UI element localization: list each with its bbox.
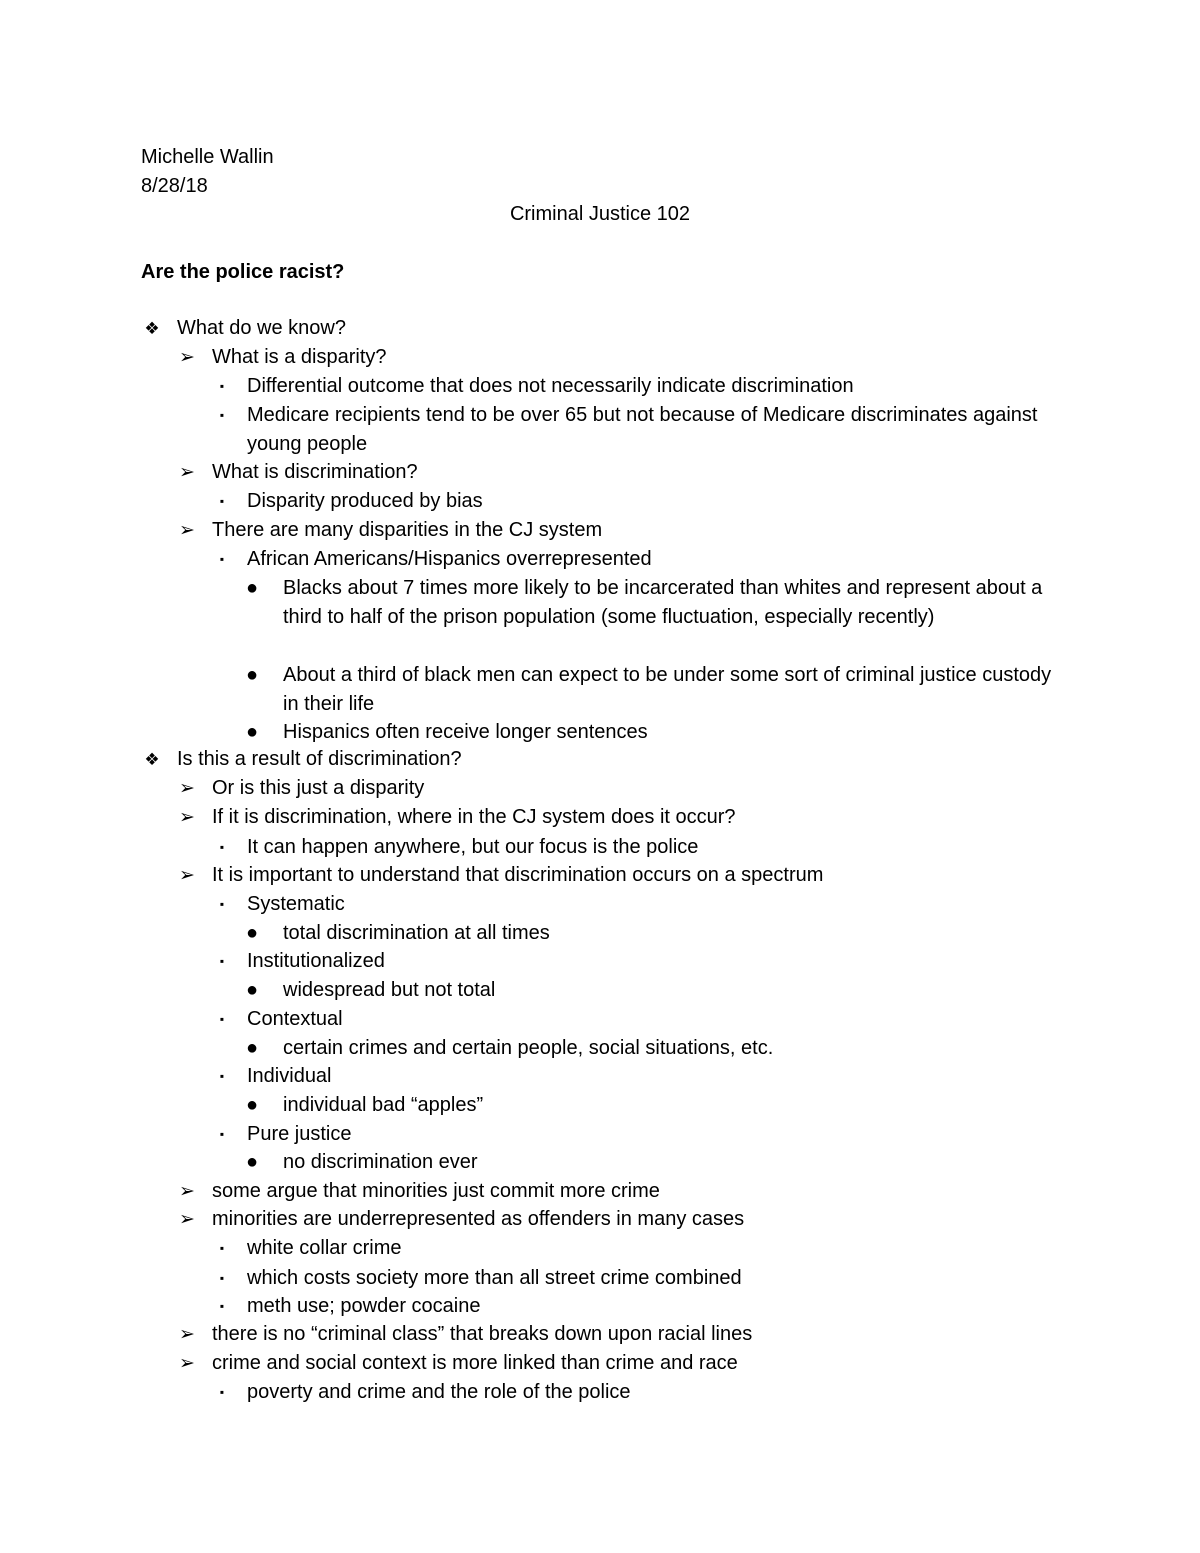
arrow-bullet-icon: ➢ (179, 778, 195, 799)
list-item: some argue that minorities just commit more crime (212, 1180, 660, 1202)
square-bullet-icon: ▪ (219, 408, 225, 422)
arrow-bullet-icon: ➢ (179, 865, 195, 886)
dot-bullet-icon: ● (245, 721, 259, 743)
list-item: Disparity produced by bias (247, 490, 483, 512)
square-bullet-icon: ▪ (219, 1069, 225, 1083)
list-item: What is a disparity? (212, 346, 387, 368)
diamond-bullet-icon: ❖ (144, 750, 160, 769)
dot-bullet-icon: ● (245, 979, 259, 1001)
arrow-bullet-icon: ➢ (179, 1353, 195, 1374)
arrow-bullet-icon: ➢ (179, 807, 195, 828)
list-item: white collar crime (247, 1237, 402, 1259)
list-item: crime and social context is more linked than crime and race (212, 1352, 738, 1374)
square-bullet-icon: ▪ (219, 1241, 225, 1255)
square-bullet-icon: ▪ (219, 552, 225, 566)
dot-bullet-icon: ● (245, 1151, 259, 1173)
list-item: individual bad “apples” (283, 1094, 484, 1116)
list-item: It can happen anywhere, but our focus is the police (247, 836, 699, 858)
list-item: Institutionalized (247, 950, 385, 972)
list-item: Blacks about 7 times more likely to be incarcerated than whites and represent about a third to half of the prison population (some fluctuation, especially recently) (283, 577, 1043, 628)
list-item: Is this a result of discrimination? (177, 748, 462, 770)
list-item: total discrimination at all times (283, 922, 550, 944)
square-bullet-icon: ▪ (219, 1127, 225, 1141)
list-item: Systematic (247, 893, 345, 915)
list-item: What do we know? (177, 317, 346, 339)
list-item: Differential outcome that does not necessarily indicate discrimination (247, 375, 854, 397)
dot-bullet-icon: ● (245, 1094, 259, 1116)
dot-bullet-icon: ● (245, 922, 259, 944)
arrow-bullet-icon: ➢ (179, 462, 195, 483)
diamond-bullet-icon: ❖ (144, 319, 160, 338)
list-item: It is important to understand that discrimination occurs on a spectrum (212, 864, 824, 886)
list-item: Medicare recipients tend to be over 65 but not because of Medicare discriminates against young people (247, 404, 1038, 455)
arrow-bullet-icon: ➢ (179, 520, 195, 541)
list-item: Contextual (247, 1008, 343, 1030)
list-item: African Americans/Hispanics overrepresented (247, 548, 652, 570)
square-bullet-icon: ▪ (219, 1385, 225, 1399)
author-name: Michelle Wallin (141, 146, 274, 168)
list-item: Or is this just a disparity (212, 777, 425, 799)
square-bullet-icon: ▪ (219, 494, 225, 508)
list-item: no discrimination ever (283, 1151, 478, 1173)
dot-bullet-icon: ● (245, 664, 259, 686)
list-item: certain crimes and certain people, social situations, etc. (283, 1037, 774, 1059)
section-heading: Are the police racist? (141, 261, 345, 283)
dot-bullet-icon: ● (245, 1037, 259, 1059)
square-bullet-icon: ▪ (219, 1012, 225, 1026)
arrow-bullet-icon: ➢ (179, 347, 195, 368)
list-item: About a third of black men can expect to be under some sort of criminal justice custody in their life (283, 664, 1052, 715)
square-bullet-icon: ▪ (219, 954, 225, 968)
square-bullet-icon: ▪ (219, 1299, 225, 1313)
list-item: There are many disparities in the CJ system (212, 519, 603, 541)
course-title: Criminal Justice 102 (509, 203, 691, 225)
list-item: which costs society more than all street crime combined (247, 1267, 742, 1289)
list-item: Hispanics often receive longer sentences (283, 721, 648, 743)
square-bullet-icon: ▪ (219, 840, 225, 854)
square-bullet-icon: ▪ (219, 379, 225, 393)
list-item: If it is discrimination, where in the CJ system does it occur? (212, 806, 736, 828)
list-item: minorities are underrepresented as offenders in many cases (212, 1208, 745, 1230)
arrow-bullet-icon: ➢ (179, 1181, 195, 1202)
list-item: What is discrimination? (212, 461, 418, 483)
list-item: Individual (247, 1065, 332, 1087)
arrow-bullet-icon: ➢ (179, 1209, 195, 1230)
list-item: widespread but not total (283, 979, 496, 1001)
square-bullet-icon: ▪ (219, 1271, 225, 1285)
square-bullet-icon: ▪ (219, 897, 225, 911)
list-item: Pure justice (247, 1123, 352, 1145)
list-item: poverty and crime and the role of the police (247, 1381, 631, 1403)
list-item: meth use; powder cocaine (247, 1295, 481, 1317)
date: 8/28/18 (141, 175, 208, 197)
dot-bullet-icon: ● (245, 577, 259, 599)
list-item: there is no “criminal class” that breaks down upon racial lines (212, 1323, 753, 1345)
arrow-bullet-icon: ➢ (179, 1324, 195, 1345)
